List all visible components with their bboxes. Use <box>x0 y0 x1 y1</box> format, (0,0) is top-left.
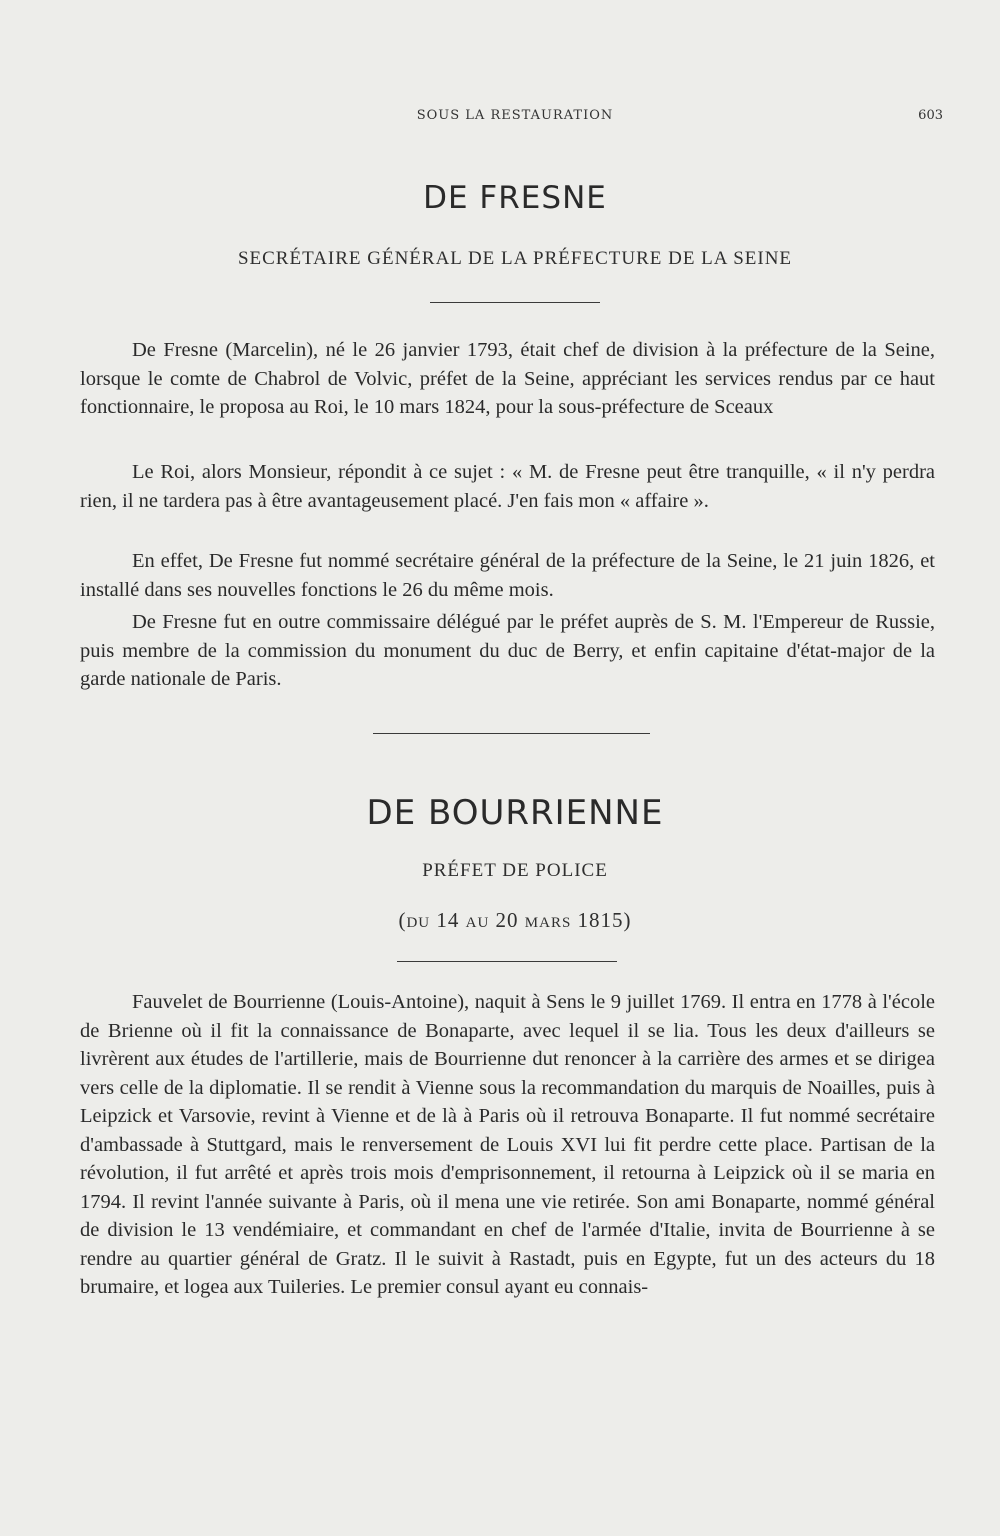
paragraph: De Fresne (Marcelin), né le 26 janvier 1793, était chef de division à la préfecture de la Seine, lorsque le comte de Chabrol de Volvic, préfet de la Seine, appréciant les services rendus par ce haut fonctionnaire, le proposa au Roi, le 10 mars 1824, pour la sous-préfecture de Sceaux <box>80 339 935 418</box>
section-rule <box>397 961 617 962</box>
section-subtitle-de-fresne: SECRÉTAIRE GÉNÉRAL DE LA PRÉFECTURE DE LA SEINE <box>237 248 793 269</box>
section-title-de-fresne: DE FRESNE <box>423 180 607 216</box>
running-title: SOUS LA RESTAURATION <box>416 108 614 123</box>
section-divider <box>373 733 650 734</box>
paragraph: En effet, De Fresne fut nommé secrétaire général de la préfecture de la Seine, le 21 juin 1826, et installé dans ses nouvelles fonctions le 26 du même mois. <box>80 550 935 601</box>
paragraph: Fauvelet de Bourrienne (Louis-Antoine), naquit à Sens le 9 juillet 1769. Il entra en 1778 à l'école de Brienne où il fit la connaissance de Bonaparte, avec lequel il se lia. Tous les deux d'ailleurs se livrèrent aux études de l'artillerie, mais de Bourrienne dut renoncer à la carrière des armes et se dirigea vers celle de la diplomatie. Il se rendit à Vienne sous la recommandation du marquis de Noailles, puis à Leipzick et Varsovie, revint à Vienne et de là à Paris où il retrouva Bonaparte. Il fut nommé secrétaire d'ambassade à Stuttgard, mais le renversement de Louis XVI lui fit perdre cette place. Partisan de la révolution, il fut arrêté et après trois mois d'emprisonnement, il retourna à Leipzick où il se maria en 1794. Il revint l'année suivante à Paris, où il mena une vie retirée. Son ami Bonaparte, nommé général de division le 13 vendémiaire, et commandant en chef de l'armée d'Italie, invita de Bourrienne à se rendre au quartier général de Gratz. Il le suivit à Rastadt, puis en Egypte, fut un des acteurs du 18 brumaire, et logea aux Tuileries. Le premier consul ayant eu connais- <box>80 991 935 1298</box>
page-number: 603 <box>918 108 943 123</box>
paragraph: Le Roi, alors Monsieur, répondit à ce sujet : « M. de Fresne peut être tranquille, « il n'y perdra rien, il ne tardera pas à être avantageusement placé. J'en fais mon « affaire ». <box>80 461 935 512</box>
paragraph: De Fresne fut en outre commissaire délégué par le préfet auprès de S. M. l'Empereur de Russie, puis membre de la commission du monument du duc de Berry, et enfin capitaine d'état-major de la garde nationale de Paris. <box>80 611 935 690</box>
running-head <box>0 108 1000 128</box>
section-rule <box>430 302 600 303</box>
section-subtitle-de-bourrienne: PRÉFET DE POLICE <box>422 860 608 881</box>
section-title-de-bourrienne: DE BOURRIENNE <box>366 793 664 833</box>
section-dates: (du 14 au 20 mars 1815) <box>398 908 632 932</box>
